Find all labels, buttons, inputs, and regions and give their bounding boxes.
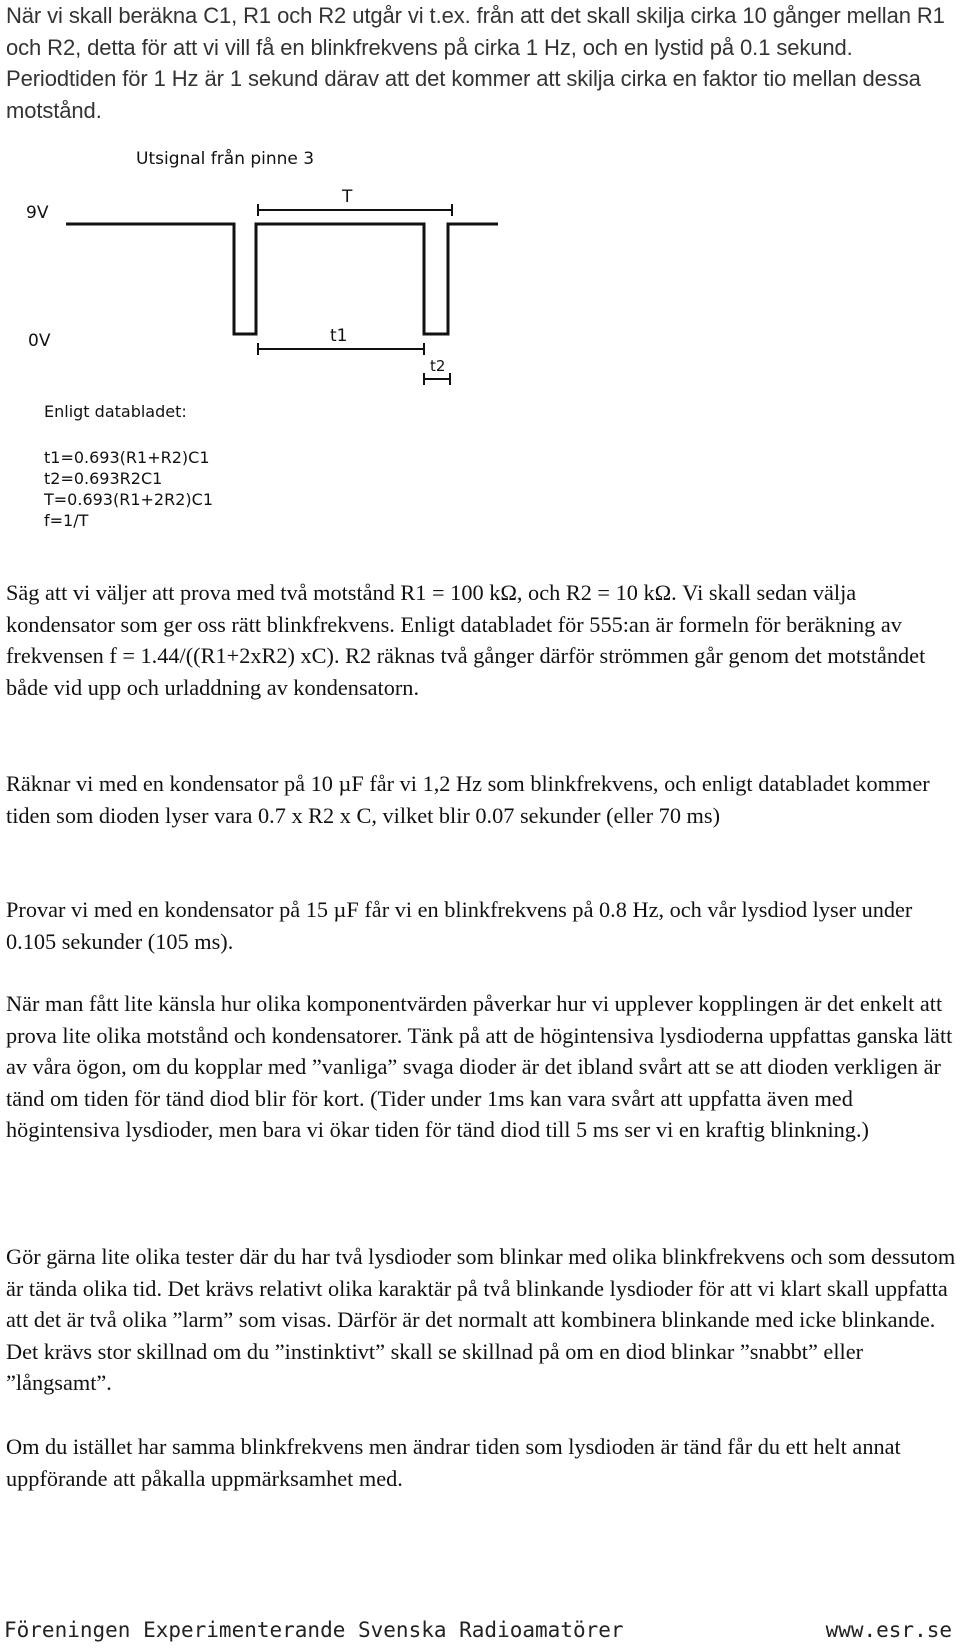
formula-t2: t2=0.693R2C1 — [44, 469, 163, 488]
formula-f: f=1/T — [44, 511, 89, 530]
diagram-title: Utsignal från pinne 3 — [136, 149, 315, 169]
label-t1: t1 — [330, 326, 348, 346]
label-9v: 9V — [26, 203, 49, 223]
formula-t1: t1=0.693(R1+R2)C1 — [44, 448, 210, 467]
intro-paragraph: När vi skall beräkna C1, R1 och R2 utgår vi t.ex. från att det skall skilja cirka 10 gånger mellan R1 och R2, detta för att vi vill få en blinkfrekvens på cirka 1 Hz, och en lystid på 0.1 sekund. Periodtiden för 1 Hz är 1 sekund därav att det kommer att skilja cirka en faktor tio mellan dessa motstånd. — [6, 3, 945, 123]
paragraph-component-values: När man fått lite känsla hur olika komponentvärden påverkar hur vi upplever kopplingen är det enkelt att prova lite olika motstånd och kondensatorer. Tänk på att de högintensiva lysdioderna uppfattas ganska lätt av våra ögon, om du kopplar med ”vanliga” svaga dioder är det ibland svårt att se att dioden verkligen är tänd om tiden för tänd diod blir för kort. (Tider under 1ms kan vara svårt att uppfatta även med högintensiva lysdioder, men bara vi ökar tiden för tänd diod till 5 ms ser vi en kraftig blinkning.) — [6, 991, 953, 1143]
timing-diagram-figure — [0, 138, 540, 558]
datasheet-heading: Enligt databladet: — [44, 402, 187, 421]
paragraph-15uf-calculation: Provar vi med en kondensator på 15 µF får vi en blinkfrekvens på 0.8 Hz, och vår lysdiod lyser under 0.105 sekunder (105 ms). — [6, 897, 913, 954]
paragraph-10uf-calculation: Räknar vi med en kondensator på 10 µF får vi 1,2 Hz som blinkfrekvens, och enligt databladet kommer tiden som dioden lyser vara 0.7 x R2 x C, vilket blir 0.07 sekunder (eller 70 ms) — [6, 771, 930, 828]
paragraph-resistor-choice: Säg att vi väljer att prova med två motstånd R1 = 100 kΩ, och R2 = 10 kΩ. Vi skall sedan välja kondensator som ger oss rätt blinkfrekvens. Enligt databladet för 555:an är formeln för beräkning av frekvensen f = 1.44/((R1+2xR2) xC). R2 räknas två gånger därför strömmen går genom det motståndet både vid upp och urladdning av kondensatorn. — [6, 580, 926, 700]
label-t2: t2 — [430, 357, 446, 375]
page-footer — [4, 1618, 952, 1648]
label-0v: 0V — [28, 331, 51, 351]
timing-diagram — [0, 138, 540, 558]
square-wave-signal — [66, 224, 498, 334]
paragraph-two-leds: Gör gärna lite olika tester där du har två lysdioder som blinkar med olika blinkfrekvens och som dessutom är tända olika tid. Det krävs relativt olika karaktär på två blinkande lysdioder för att vi klart skall uppfatta att det är två olika ”larm” som visas. Därför är det normalt att kombinera blinkande med icke blinkande. Det krävs stor skillnad om du ”instinktivt” skall se skillnad på om en diod blinkar ”snabbt” eller ”långsamt”. — [6, 1244, 956, 1396]
label-period-T: T — [342, 187, 353, 207]
formula-T: T=0.693(R1+2R2)C1 — [44, 490, 213, 509]
paragraph-same-frequency: Om du istället har samma blinkfrekvens men ändrar tiden som lysdioden är tänd får du ett helt annat uppförande att påkalla uppmärksamhet med. — [6, 1434, 901, 1491]
footer-organization: Föreningen Experimenterande Svenska Radioamatörer — [4, 1618, 624, 1642]
footer-website-link[interactable]: www.esr.se — [825, 1618, 952, 1642]
period-T-marker — [258, 204, 452, 216]
